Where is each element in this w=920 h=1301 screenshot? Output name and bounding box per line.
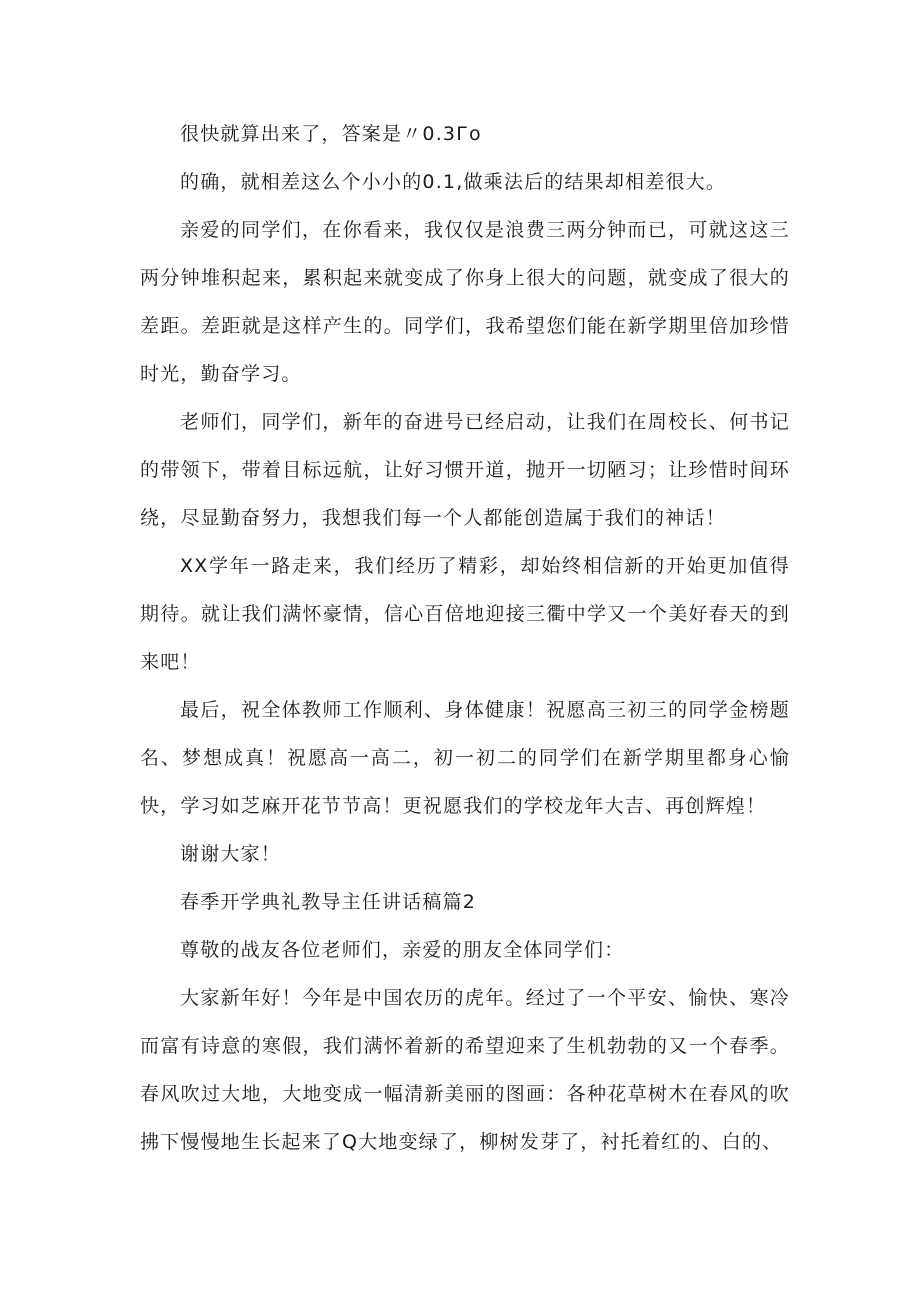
- paragraph-school-year: XX学年一路走来，我们经历了精彩，却始终相信新的开始更加值得期待。就让我们满怀豪情，信心百倍地迎接三衢中学又一个美好春天的到来吧！: [140, 555, 790, 673]
- document-body: [140, 110, 790, 1166]
- paragraph-salutation: 尊敬的战友各位老师们，亲爱的朋友全体同学们：: [180, 939, 625, 961]
- section-title: 春季开学典礼教导主任讲话稿篇2: [180, 891, 477, 913]
- paragraph-difference: 的确，就相差这么个小小的0.1,做乘法后的结果却相差很大。: [180, 171, 727, 193]
- paragraph-thanks: 谢谢大家！: [180, 843, 282, 865]
- paragraph-new-year-start: 老师们，同学们，新年的奋进号已经启动，让我们在周校长、何书记的带领下，带着目标远航，让好习惯开道，抛开一切陋习；让珍惜时间环绕，尽显勤奋努力，我想我们每一个人都能创造属于我们的神话！: [140, 411, 790, 529]
- paragraph-best-wishes: 最后，祝全体教师工作顺利、身体健康！祝愿高三初三的同学金榜题名、梦想成真！祝愿高一高二，初一初二的同学们在新学期里都身心愉快，学习如芝麻开花节节高！更祝愿我们的学校龙年大吉、再创辉煌！: [140, 699, 790, 817]
- paragraph-time-gap: 亲爱的同学们，在你看来，我仅仅是浪费三两分钟而已，可就这这三两分钟堆积起来，累积起来就变成了你身上很大的问题，就变成了很大的差距。差距就是这样产生的。同学们，我希望您们能在新学期里倍加珍惜时光，勤奋学习。: [140, 219, 790, 385]
- paragraph-spring-greeting: 大家新年好！今年是中国农历的虎年。经过了一个平安、愉快、寒冷而富有诗意的寒假，我们满怀着新的希望迎来了生机勃勃的又一个春季。春风吹过大地，大地变成一幅清新美丽的图画：各种花草树木在春风的吹拂下慢慢地生长起来了Q大地变绿了，柳树发芽了，衬托着红的、白的、: [140, 987, 790, 1153]
- paragraph-answer: 很快就算出来了，答案是〃0.3Го: [180, 123, 482, 145]
